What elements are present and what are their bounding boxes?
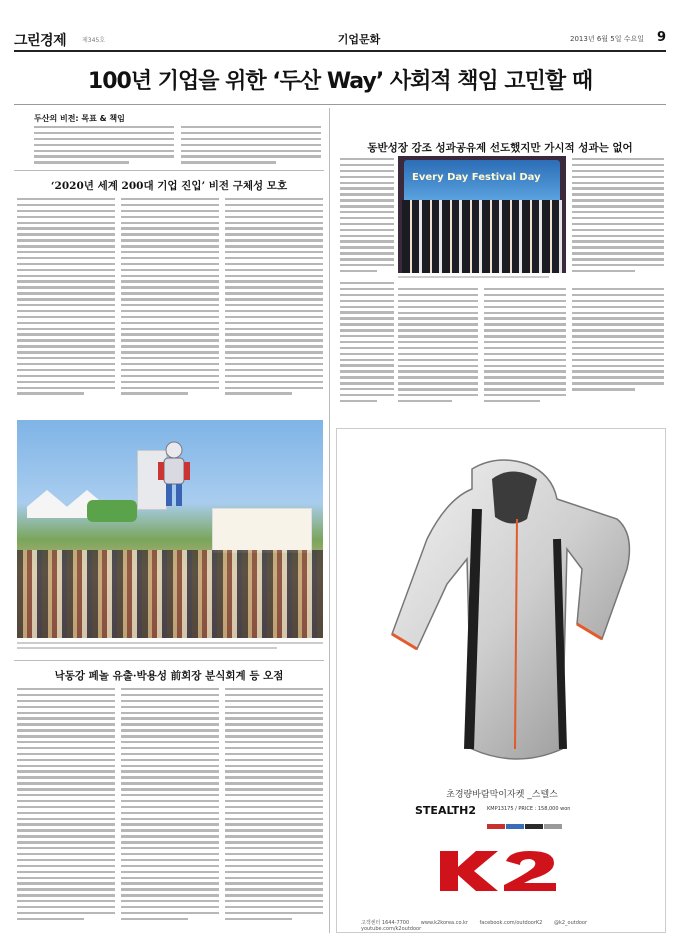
issue-number: 제345호 bbox=[82, 37, 106, 44]
youtube-link[interactable]: youtube.com/k2outdoor bbox=[361, 926, 422, 932]
article-text-right-lower3 bbox=[484, 288, 566, 406]
article-subhead: 낙동강 페놀 유출·박용성 前회장 분식회계 등 오점 bbox=[54, 670, 284, 682]
website-link[interactable]: www.k2korea.co.kr bbox=[420, 920, 468, 926]
event-photo bbox=[398, 156, 566, 273]
article-text-right-col1 bbox=[340, 158, 394, 276]
facebook-link[interactable]: facebook.com/outdoorK2 bbox=[479, 920, 543, 926]
article-text-col2 bbox=[121, 688, 219, 924]
photo-caption bbox=[17, 642, 323, 649]
issue-date: 2013년 6월 5일 수요일 bbox=[570, 35, 644, 43]
masthead bbox=[14, 30, 666, 48]
k2-advertisement[interactable] bbox=[336, 428, 666, 933]
main-headline: 100년 기업을 위한 ‘두산 Way’ 사회적 책임 고민할 때 bbox=[87, 69, 593, 94]
product-price: KMP13175 / PRICE : 158,000 won bbox=[487, 806, 571, 812]
ad-footer bbox=[361, 919, 651, 932]
k2-logo bbox=[432, 847, 572, 895]
green-display bbox=[87, 500, 137, 522]
color-swatch bbox=[525, 824, 543, 829]
banner-text: Every Day Festival Day bbox=[412, 172, 541, 183]
article-text-right-col2 bbox=[572, 158, 664, 276]
masthead-rule bbox=[14, 50, 666, 52]
section-name: 기업문화 bbox=[337, 33, 381, 46]
color-swatch bbox=[487, 824, 505, 829]
color-swatch bbox=[506, 824, 524, 829]
festival-photo bbox=[17, 420, 323, 638]
color-options bbox=[487, 814, 577, 819]
article-text-col3 bbox=[225, 198, 323, 398]
article-text-right-lower2 bbox=[398, 288, 478, 406]
jacket-image bbox=[377, 449, 637, 779]
article-text-col1 bbox=[17, 198, 115, 398]
tent-shape bbox=[27, 490, 67, 518]
color-swatch bbox=[544, 824, 562, 829]
intro-text-right bbox=[181, 126, 321, 167]
ad-tagline: 초경량바람막이자켓 _스텔스 bbox=[446, 790, 558, 800]
divider bbox=[14, 660, 324, 661]
crowd-area bbox=[17, 550, 323, 638]
column-divider bbox=[329, 108, 330, 933]
article-text-col3 bbox=[225, 688, 323, 924]
page-number: 9 bbox=[656, 30, 666, 45]
robot-statue bbox=[157, 440, 191, 508]
newspaper-name: 그린경제 bbox=[14, 33, 67, 49]
people-group bbox=[402, 200, 562, 273]
headline-rule bbox=[14, 104, 666, 105]
photo-caption bbox=[398, 276, 566, 278]
brand-name: K2 bbox=[432, 847, 434, 848]
intro-text-left bbox=[34, 126, 174, 167]
article-text-right-lower1 bbox=[340, 282, 394, 406]
product-model: STEALTH2 bbox=[415, 804, 477, 817]
article-subhead: ‘2020년 세계 200대 기업 진입’ 비전 구체성 모호 bbox=[50, 180, 288, 192]
article-text-col2 bbox=[121, 198, 219, 398]
divider bbox=[14, 170, 324, 171]
article-text-right-lower4 bbox=[572, 288, 664, 394]
event-banner bbox=[404, 160, 560, 204]
customer-center: 고객센터 1644-7700 bbox=[361, 920, 410, 926]
twitter-link[interactable]: @k2_outdoor bbox=[553, 920, 588, 926]
section-subhead: 두산의 비전: 목표 & 책임 bbox=[34, 114, 125, 123]
stage-shape bbox=[212, 508, 312, 553]
article-subhead: 동반성장 강조 성과공유제 선도했지만 가시적 성과는 없어 bbox=[367, 142, 633, 154]
article-text-col1 bbox=[17, 688, 115, 924]
